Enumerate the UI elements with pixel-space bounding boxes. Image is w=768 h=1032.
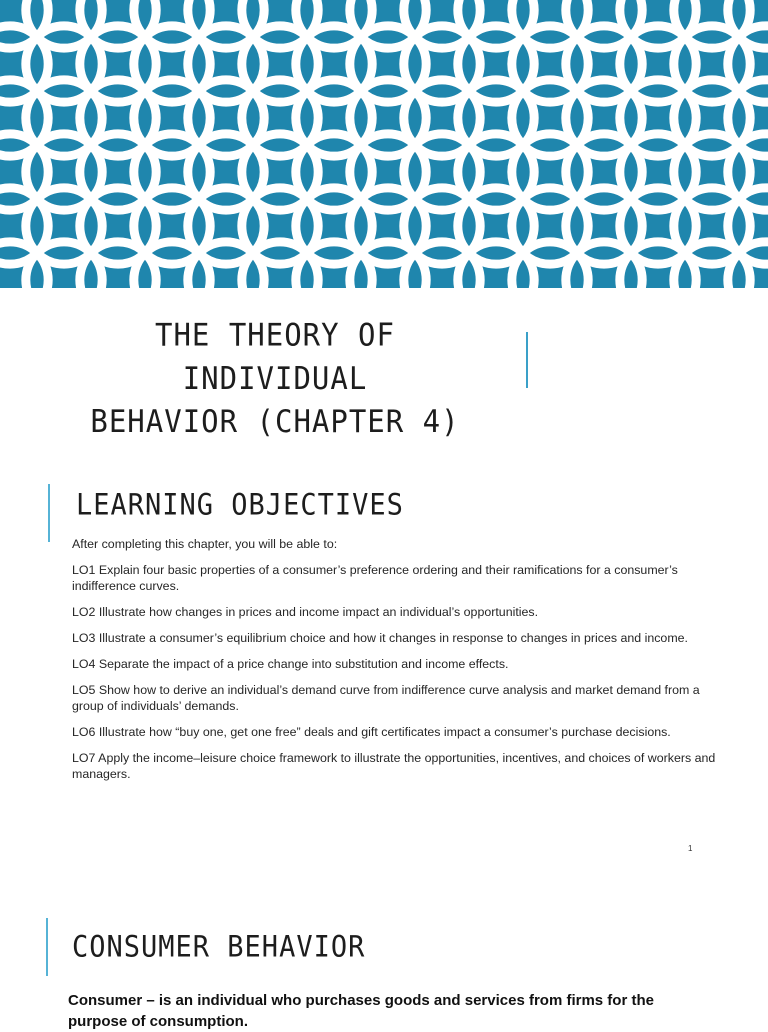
- pattern-banner: [0, 0, 768, 288]
- circle-pattern-graphic: [0, 0, 768, 288]
- definition-text: Consumer – is an individual who purchases goods and services from firms for the purpose of consumption.: [68, 992, 654, 1030]
- title-slide: [0, 288, 768, 448]
- title-line-2: BEHAVIOR (CHAPTER 4): [90, 402, 460, 440]
- list-item: LO1 Explain four basic properties of a consumer’s preference ordering and their ramifications for a consumer’s indifference curves.: [72, 563, 678, 593]
- list-item: LO7 Apply the income–leisure choice framework to illustrate the opportunities, incentives, and choices of workers and managers.: [72, 751, 716, 781]
- learning-objectives-slide: [0, 478, 768, 858]
- heading-accent-bar: [46, 918, 48, 976]
- list-item: LO3 Illustrate a consumer’s equilibrium choice and how it changes in response to changes in prices and income.: [72, 631, 688, 645]
- title-line-1: THE THEORY OF INDIVIDUAL: [155, 316, 395, 397]
- page-number: 1: [688, 844, 693, 853]
- list-item: LO2 Illustrate how changes in prices and income impact an individual’s opportunities.: [72, 605, 539, 619]
- list-item: LO5 Show how to derive an individual’s demand curve from indifference curve analysis and market demand from a group of individuals’ demands.: [72, 683, 700, 713]
- list-item: LO6 Illustrate how “buy one, get one free” deals and gift certificates impact a consumer’s purchase decisions.: [72, 725, 671, 739]
- objectives-intro: After completing this chapter, you will be able to:: [72, 537, 338, 551]
- list-item: LO4 Separate the impact of a price change into substitution and income effects.: [72, 657, 509, 671]
- slide-heading: CONSUMER BEHAVIOR: [72, 930, 366, 965]
- slide-heading: LEARNING OBJECTIVES: [76, 488, 404, 523]
- heading-accent-bar: [48, 484, 50, 542]
- page-title: [60, 313, 490, 443]
- title-divider: [526, 332, 528, 388]
- consumer-behavior-slide: [0, 880, 768, 1030]
- objectives-list: [72, 536, 732, 792]
